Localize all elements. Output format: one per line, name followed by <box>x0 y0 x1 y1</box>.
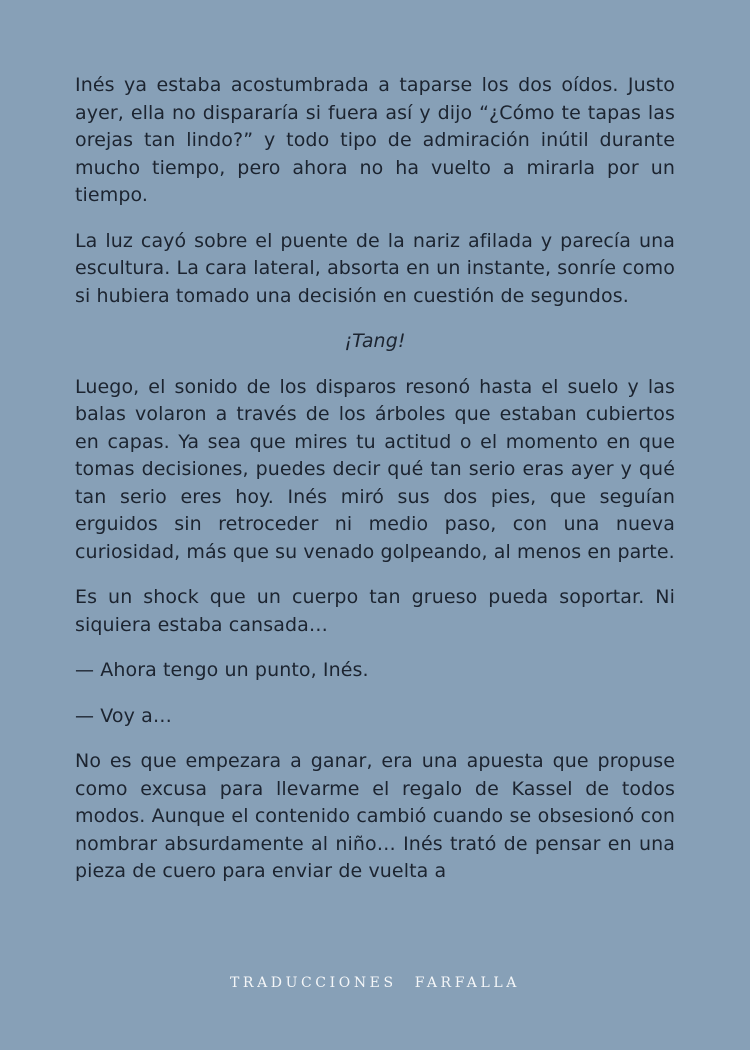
paragraph-4: Es un shock que un cuerpo tan grueso pueda soportar. Ni siquiera estaba cansada… <box>75 586 675 636</box>
footer-credit: TRADUCCIONES FARFALLA <box>229 975 520 991</box>
dialogue-line-1: — Ahora tengo un punto, Inés. <box>75 659 369 681</box>
page-body <box>75 72 675 904</box>
paragraph-5: No es que empezara a ganar, era una apuesta que propuse como excusa para llevarme el regalo de Kassel de todos modos. Aunque el contenido cambió cuando se obsesionó con nombrar absurdamente al niño… Inés trató de pensar en una pieza de cuero para enviar de vuelta a <box>75 750 675 882</box>
paragraph-3: Luego, el sonido de los disparos resonó hasta el suelo y las balas volaron a través de los árboles que estaban cubiertos en capas. Ya sea que mires tu actitud o el momento en que tomas decisiones, puedes decir qué tan serio eras ayer y qué tan serio eres hoy. Inés miró sus dos pies, que seguían erguidos sin retroceder ni medio paso, con una nueva curiosidad, más que su venado golpeando, al menos en parte. <box>75 375 675 563</box>
sound-effect-line: ¡Tang! <box>344 330 406 352</box>
paragraph-1: Inés ya estaba acostumbrada a taparse los dos oídos. Justo ayer, ella no dispararía si fuera así y dijo “¿Cómo te tapas las orejas tan lindo?” y todo tipo de admiración inútil durante mucho tiempo, pero ahora no ha vuelto a mirarla por un tiempo. <box>75 74 675 206</box>
dialogue-line-2: — Voy a… <box>75 704 172 727</box>
paragraph-2: La luz cayó sobre el puente de la nariz afilada y parecía una escultura. La cara lateral, absorta en un instante, sonríe como si hubiera tomado una decisión en cuestión de segundos. <box>75 229 675 307</box>
